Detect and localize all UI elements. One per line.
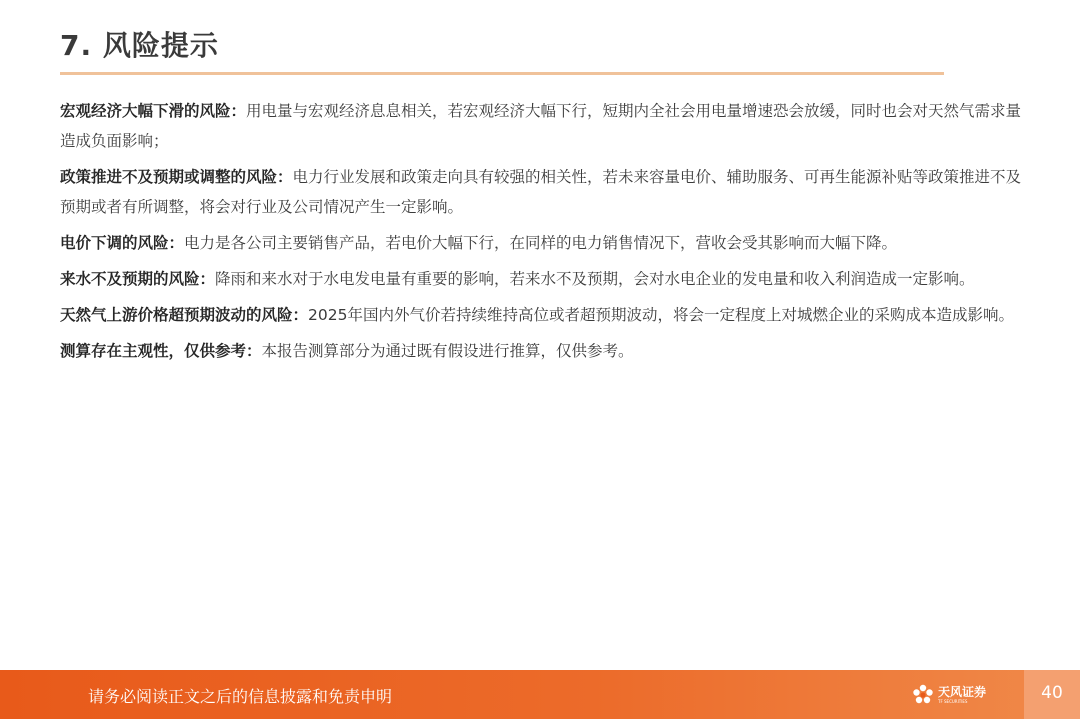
risk-item-macro (60, 96, 1030, 156)
title-divider (60, 72, 944, 75)
risk-text: 用电量与宏观经济息息相关，若宏观经济大幅下行，短期内全社会用电量增速恐会放缓，同时也会对天然气需求量造成负面影响； (60, 102, 1022, 150)
risk-text: 电力行业发展和政策走向具有较强的相关性，若未来容量电价、辅助服务、可再生能源补贴等政策推进不及预期或者有所调整，将会对行业及公司情况产生一定影响。 (60, 168, 1022, 216)
risk-item-gas (60, 300, 1030, 330)
risk-text: 本报告测算部分为通过既有假设进行推算，仅供参考。 (261, 342, 634, 360)
page-title: 7. 风险提示 (60, 29, 219, 62)
risk-label: 测算存在主观性，仅供参考： (60, 342, 262, 360)
footer-disclaimer: 请务必阅读正文之后的信息披露和免责申明 (88, 687, 393, 706)
company-logo (912, 679, 986, 711)
risk-item-price (60, 228, 1030, 258)
risk-list (60, 96, 1030, 372)
logo-cn-text: 天风证券 (938, 685, 987, 699)
risk-label: 天然气上游价格超预期波动的风险： (60, 306, 309, 324)
risk-text: 2025年国内外气价若持续维持高位或者超预期波动，将会一定程度上对城燃企业的采购成本造成影响。 (308, 306, 1014, 324)
footer-bar (0, 670, 1080, 719)
risk-label: 电价下调的风险： (60, 234, 185, 252)
risk-label: 来水不及预期的风险： (60, 270, 216, 288)
risk-item-water (60, 264, 1030, 294)
flower-logo-icon (912, 684, 934, 706)
risk-label: 宏观经济大幅下滑的风险： (60, 102, 247, 120)
risk-item-policy (60, 162, 1030, 222)
logo-en-text: TF SECURITIES (938, 699, 968, 704)
risk-text: 降雨和来水对于水电发电量有重要的影响，若来水不及预期，会对水电企业的发电量和收入利润造成一定影响。 (215, 270, 975, 288)
page-number: 40 (1041, 683, 1063, 703)
risk-item-estimate (60, 336, 1030, 366)
page-number-box (1024, 670, 1080, 719)
risk-text: 电力是各公司主要销售产品，若电价大幅下行，在同样的电力销售情况下，营收会受其影响而大幅下降。 (184, 234, 898, 252)
risk-label: 政策推进不及预期或调整的风险： (60, 168, 293, 186)
